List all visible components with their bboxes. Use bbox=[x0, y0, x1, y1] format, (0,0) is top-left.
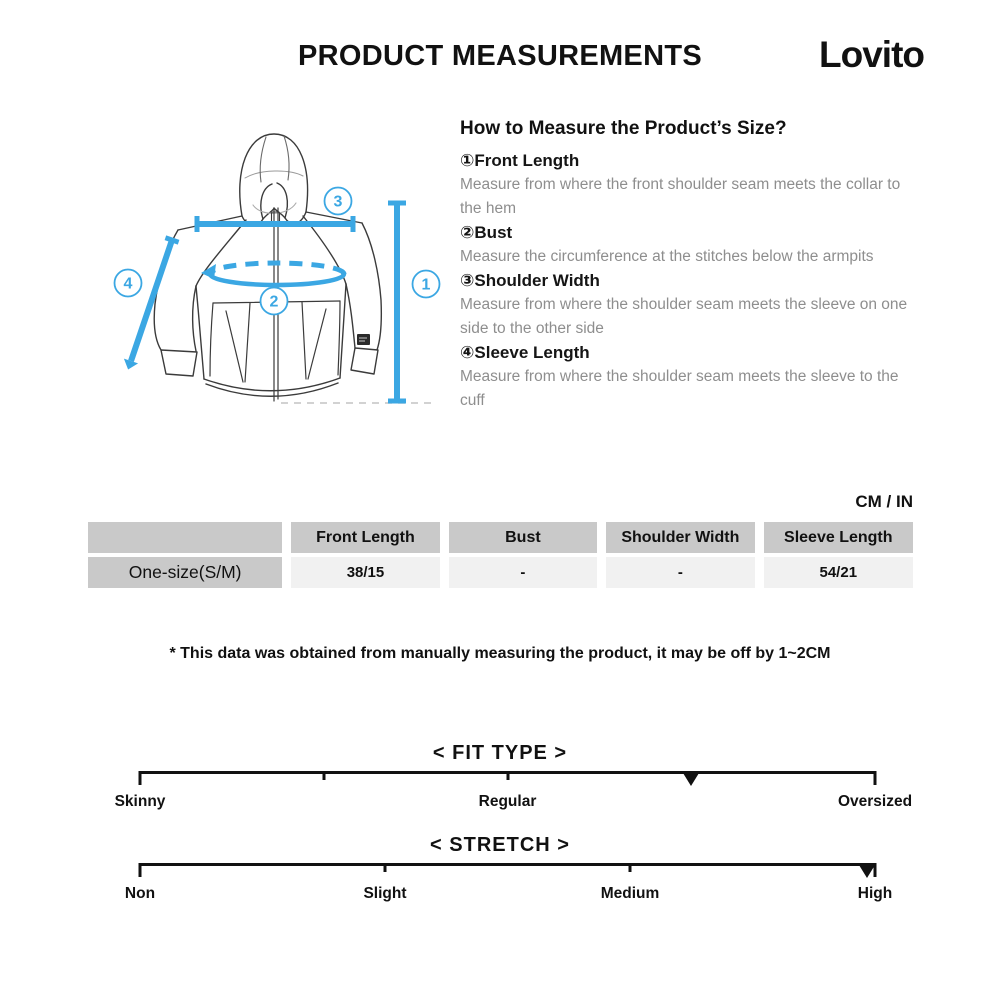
marker-num-3: 3 bbox=[333, 193, 343, 211]
stretch-scale bbox=[140, 863, 875, 879]
measurement-disclaimer: * This data was obtained from manually measuring the product, it may be off by 1~2CM bbox=[169, 645, 831, 662]
measure-item-front-length bbox=[460, 149, 926, 221]
col-header-front-length: Front Length bbox=[291, 522, 439, 553]
measure-item-bust bbox=[460, 221, 926, 269]
item-desc: Measure the circumference at the stitches below the armpits bbox=[460, 248, 874, 265]
sleeve-length-line bbox=[131, 240, 172, 361]
bust-ellipse-dashed bbox=[210, 263, 344, 274]
item-num: ① bbox=[460, 151, 475, 170]
measure-item-shoulder-width bbox=[460, 269, 926, 341]
fit-label-skinny: Skinny bbox=[114, 793, 166, 810]
tick bbox=[322, 771, 325, 780]
col-header-sleeve-length: Sleeve Length bbox=[764, 522, 913, 553]
stretch-label-medium: Medium bbox=[600, 885, 660, 902]
item-desc: Measure from where the front shoulder seam meets the collar to the hem bbox=[460, 176, 901, 217]
item-num: ③ bbox=[460, 271, 475, 290]
stretch-label-slight: Slight bbox=[363, 885, 407, 902]
value-front-length: 38/15 bbox=[291, 557, 439, 588]
page-title: PRODUCT MEASUREMENTS bbox=[298, 40, 702, 72]
measure-item-sleeve-length bbox=[460, 341, 926, 413]
unit-label: CM / IN bbox=[855, 492, 913, 511]
item-desc: Measure from where the shoulder seam meets the sleeve to the cuff bbox=[460, 368, 899, 409]
marker-num-4: 4 bbox=[123, 275, 133, 293]
marker-num-1: 1 bbox=[421, 276, 431, 294]
col-header-shoulder-width: Shoulder Width bbox=[606, 522, 754, 553]
value-bust: - bbox=[449, 557, 597, 588]
item-num: ② bbox=[460, 223, 475, 242]
row-size-label: One-size(S/M) bbox=[88, 557, 282, 588]
item-label: Front Length bbox=[474, 151, 580, 170]
stretch-label-high: High bbox=[857, 885, 893, 902]
marker-num-2: 2 bbox=[269, 293, 279, 311]
sleeve-brand-tag bbox=[357, 334, 370, 345]
stretch-labels bbox=[124, 885, 893, 905]
item-num: ④ bbox=[460, 343, 475, 362]
value-sleeve-length: 54/21 bbox=[764, 557, 913, 588]
col-header-bust: Bust bbox=[449, 522, 597, 553]
how-to-measure-section bbox=[460, 118, 926, 413]
jacket-outline bbox=[154, 134, 381, 401]
stretch-title: < STRETCH > bbox=[430, 834, 570, 856]
item-label: Shoulder Width bbox=[474, 271, 600, 290]
tick bbox=[139, 771, 142, 785]
bust-ellipse-solid bbox=[210, 274, 344, 285]
fit-type-title: < FIT TYPE > bbox=[432, 742, 568, 764]
jacket-measurement-diagram bbox=[100, 118, 450, 418]
how-to-heading: How to Measure the Product’s Size? bbox=[460, 118, 787, 139]
table-corner-cell bbox=[88, 522, 282, 553]
tick bbox=[506, 771, 509, 780]
tick bbox=[874, 771, 877, 785]
fit-label-oversized: Oversized bbox=[837, 793, 913, 810]
item-label: Bust bbox=[474, 223, 513, 242]
item-desc: Measure from where the shoulder seam meets the sleeve on one side to the other side bbox=[460, 296, 908, 337]
value-shoulder-width: - bbox=[606, 557, 754, 588]
tick bbox=[629, 863, 632, 872]
stretch-marker-icon bbox=[859, 865, 875, 878]
brand-logo: Lovito bbox=[819, 34, 924, 75]
measurement-markers bbox=[115, 188, 440, 315]
fit-type-labels bbox=[114, 793, 913, 813]
measurements-table bbox=[88, 522, 913, 588]
fit-label-regular: Regular bbox=[478, 793, 537, 810]
stretch-axis bbox=[140, 863, 875, 866]
stretch-label-non: Non bbox=[124, 885, 156, 902]
item-label: Sleeve Length bbox=[474, 343, 590, 362]
tick bbox=[383, 863, 386, 872]
tick bbox=[139, 863, 142, 877]
fit-type-marker-icon bbox=[683, 773, 699, 786]
fit-type-scale bbox=[140, 771, 875, 787]
